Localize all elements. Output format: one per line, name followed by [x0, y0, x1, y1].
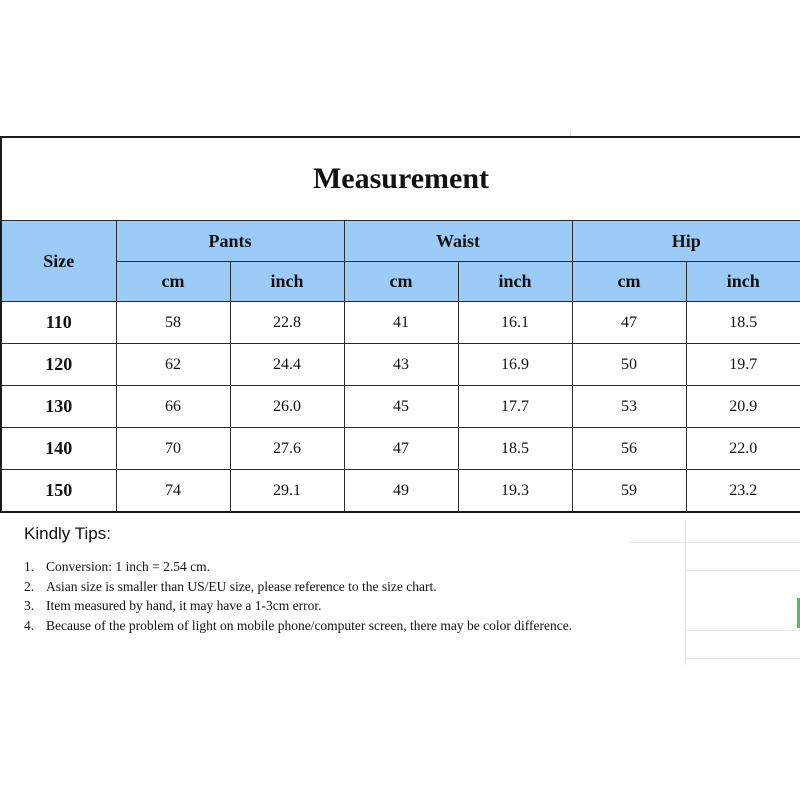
size-chart-table [0, 136, 800, 513]
waist-inch-cell: 18.5 [458, 428, 572, 470]
size-cell: 140 [1, 428, 116, 470]
unit-header: cm [344, 262, 458, 302]
waist-cm-cell: 43 [344, 344, 458, 386]
list-item [24, 616, 584, 636]
tips-title: Kindly Tips: [24, 524, 111, 543]
pants-inch-cell: 26.0 [230, 386, 344, 428]
waist-cm-cell: 47 [344, 428, 458, 470]
pants-inch-cell: 22.8 [230, 302, 344, 344]
list-item [24, 577, 584, 597]
hip-inch-cell: 23.2 [686, 470, 800, 513]
waist-cm-cell: 49 [344, 470, 458, 513]
pants-inch-cell: 29.1 [230, 470, 344, 513]
table-row [1, 344, 800, 386]
tip-number: 2. [24, 578, 35, 594]
hip-inch-cell: 22.0 [686, 428, 800, 470]
pants-cm-cell: 74 [116, 470, 230, 513]
pants-cm-cell: 58 [116, 302, 230, 344]
hip-cm-cell: 53 [572, 386, 686, 428]
table-row [1, 470, 800, 513]
kindly-tips-section [24, 524, 584, 635]
hip-cm-cell: 56 [572, 428, 686, 470]
table-row [1, 302, 800, 344]
tip-text: Conversion: 1 inch = 2.54 cm. [46, 559, 210, 574]
tip-text: Asian size is smaller than US/EU size, please reference to the size chart. [46, 578, 437, 594]
tips-list [24, 557, 584, 635]
pants-cm-cell: 66 [116, 386, 230, 428]
tip-number: 4. [24, 617, 35, 633]
tip-text: Because of the problem of light on mobile phone/computer screen, there may be color difference. [46, 617, 573, 633]
unit-header: inch [230, 262, 344, 302]
tip-text: Item measured by hand, it may have a 1-3cm error. [46, 598, 322, 613]
size-cell: 130 [1, 386, 116, 428]
unit-header: inch [458, 262, 572, 302]
hip-inch-cell: 20.9 [686, 386, 800, 428]
tip-number: 1. [24, 559, 35, 574]
size-cell: 110 [1, 302, 116, 344]
hip-inch-cell: 18.5 [686, 302, 800, 344]
ghost-gridline [685, 630, 800, 631]
table-row [1, 428, 800, 470]
hip-cm-cell: 59 [572, 470, 686, 513]
waist-cm-cell: 41 [344, 302, 458, 344]
waist-inch-cell: 16.9 [458, 344, 572, 386]
unit-header: cm [572, 262, 686, 302]
hip-cm-cell: 50 [572, 344, 686, 386]
size-column-header: Size [1, 221, 116, 302]
ghost-gridline [685, 520, 686, 665]
waist-inch-cell: 16.1 [458, 302, 572, 344]
list-item [24, 557, 584, 577]
list-item [24, 596, 584, 616]
pants-group-header: Pants [116, 221, 344, 262]
hip-inch-cell: 19.7 [686, 344, 800, 386]
table-row [1, 386, 800, 428]
ghost-gridline [685, 658, 800, 659]
table-title: Measurement [1, 137, 800, 221]
pants-inch-cell: 24.4 [230, 344, 344, 386]
ghost-gridline [685, 570, 800, 571]
pants-inch-cell: 27.6 [230, 428, 344, 470]
waist-cm-cell: 45 [344, 386, 458, 428]
unit-header: cm [116, 262, 230, 302]
size-cell: 150 [1, 470, 116, 513]
ghost-gridline [630, 542, 800, 543]
size-cell: 120 [1, 344, 116, 386]
tip-number: 3. [24, 598, 35, 613]
unit-header: inch [686, 262, 800, 302]
waist-group-header: Waist [344, 221, 572, 262]
pants-cm-cell: 62 [116, 344, 230, 386]
hip-cm-cell: 47 [572, 302, 686, 344]
hip-group-header: Hip [572, 221, 800, 262]
waist-inch-cell: 17.7 [458, 386, 572, 428]
pants-cm-cell: 70 [116, 428, 230, 470]
waist-inch-cell: 19.3 [458, 470, 572, 513]
